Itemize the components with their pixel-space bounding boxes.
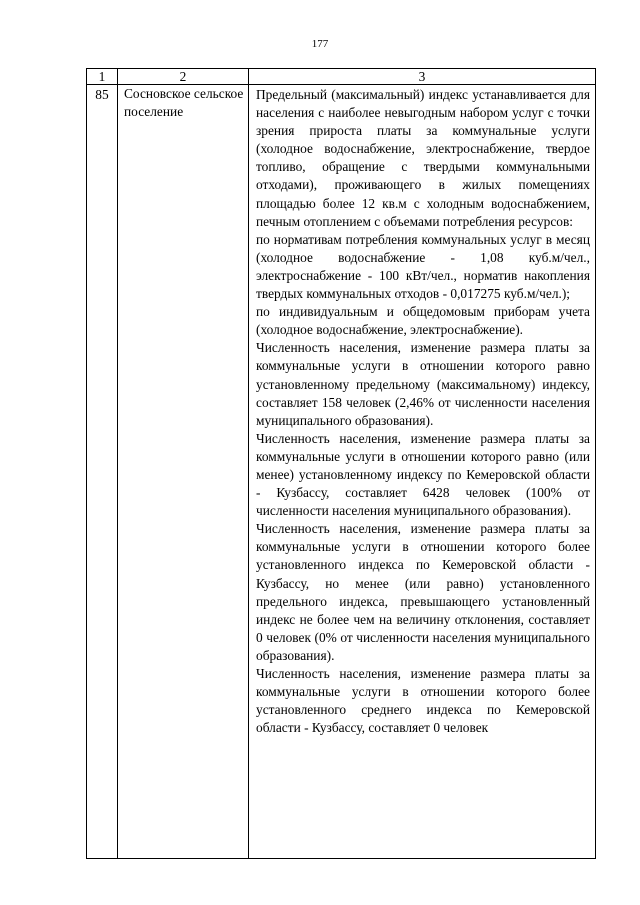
description-paragraph: Численность населения, изменение размера платы за коммунальные услуги в отношении которого равно (или менее) установленному индексу по Кемеровской области - Кузбассу, составляет 6428 человек (100% от численности населения муниципального образования). [256, 430, 590, 519]
tariff-index-table [86, 68, 596, 859]
index-description [256, 86, 590, 858]
table-row [87, 85, 596, 859]
municipality-name: Сосновское сельское поселение [118, 85, 249, 859]
row-number: 85 [87, 85, 118, 859]
column-number-1: 1 [87, 69, 118, 85]
description-paragraph: по индивидуальным и общедомовым приборам учета (холодное водоснабжение, электроснабжение). [256, 304, 590, 338]
description-paragraph: Предельный (максимальный) индекс устанавливается для населения с наиболее невыгодным набором услуг с точки зрения прироста платы за коммунальные услуги (холодное водоснабжение, электроснабжение, твердое топливо, обращение с твердыми коммунальными отходами), проживающего в жилых помещениях площадью более 12 кв.м с холодным водоснабжением, печным отоплением с объемами потребления ресурсов: [256, 87, 590, 229]
column-number-3: 3 [249, 69, 596, 85]
description-paragraph: Численность населения, изменение размера платы за коммунальные услуги в отношении которого равно установленному предельному (максимальному) индексу, составляет 158 человек (2,46% от численности населения муниципального образования). [256, 340, 590, 428]
page-number: 177 [311, 38, 329, 50]
column-number-2: 2 [118, 69, 249, 85]
description-paragraph: Численность населения, изменение размера платы за коммунальные услуги в отношении которого более установленного индекса по Кемеровской области - Кузбассу, но менее (или равно) установленного предельного индекса, превышающего установленный индекс не более чем на величину отклонения, составляет 0 человек (0% от численности населения муниципального образования). [256, 521, 590, 663]
description-paragraph: по нормативам потребления коммунальных услуг в месяц (холодное водоснабжение - 1,08 куб.м/чел., электроснабжение - 100 кВт/чел., норматив накопления твердых коммунальных отходов - 0,017275 куб.м/чел.); [256, 231, 590, 302]
table-header-row [87, 69, 596, 85]
description-paragraph: Численность населения, изменение размера платы за коммунальные услуги в отношении которого более установленного среднего индекса по Кемеровской области - Кузбассу, составляет 0 человек [256, 666, 590, 736]
index-description-cell [249, 85, 596, 859]
